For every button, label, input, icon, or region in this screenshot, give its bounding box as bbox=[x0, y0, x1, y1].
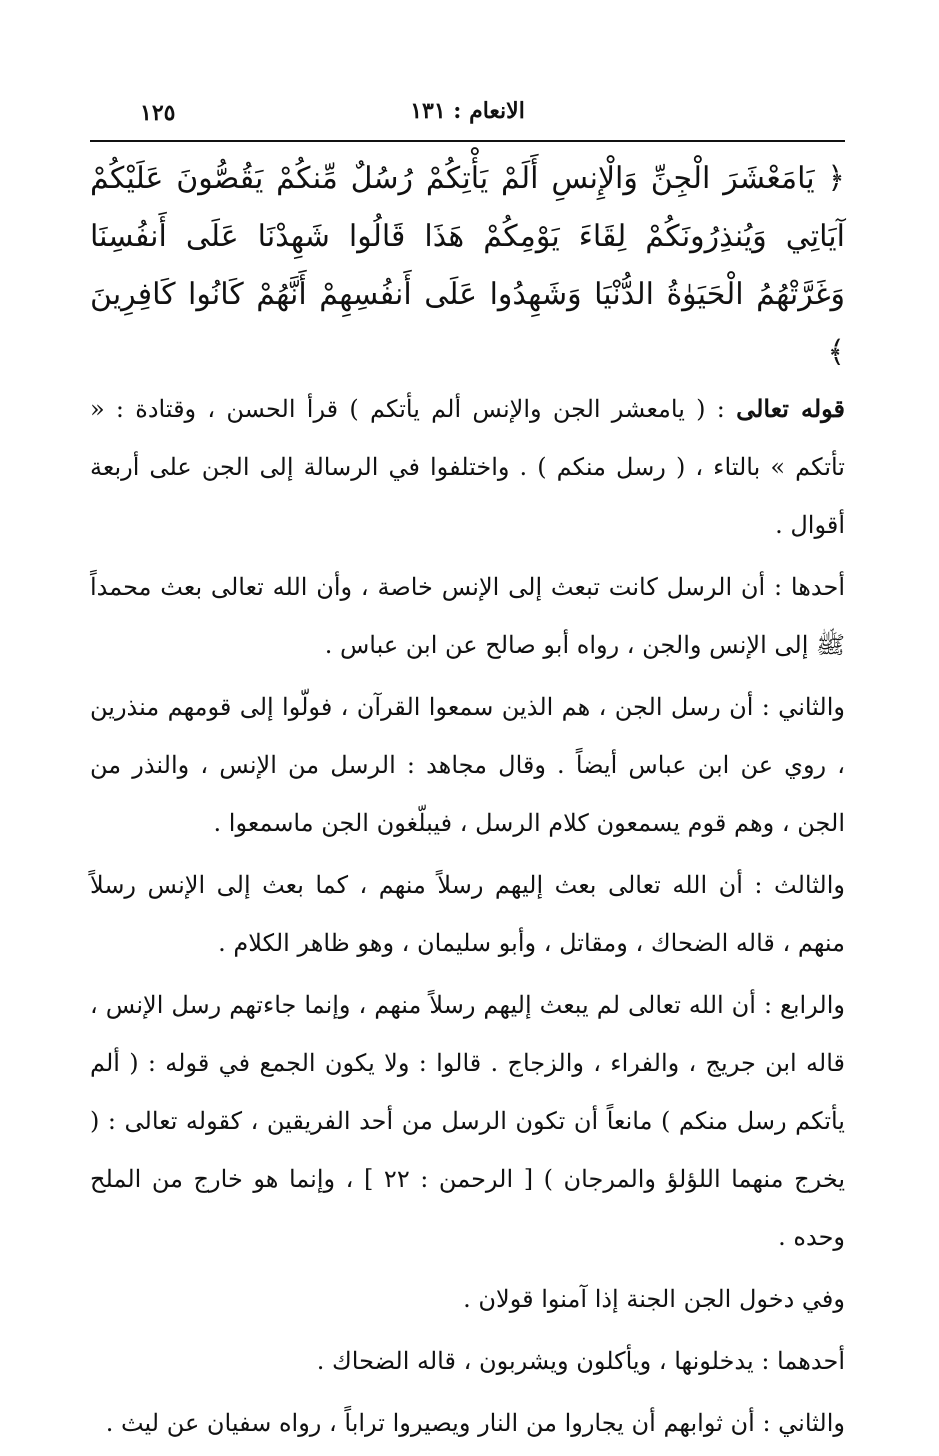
page-number: ١٢٥ bbox=[140, 100, 176, 126]
commentary-lead: قوله تعالى bbox=[736, 394, 846, 423]
paragraph-second-opinion: والثاني : أن رسل الجن ، هم الذين سمعوا القرآن ، فولّوا إلى قومهم منذرين ، روي عن ابن عباس أيضاً . وقال مجاهد : الرسل من الإنس ، والنذر من الجن ، وهم قوم يسمعون كلام الرسل ، فيبلّغون الجن ماسمعوا . bbox=[90, 693, 845, 837]
paragraph-third-opinion: والثالث : أن الله تعالى بعث إليهم رسلاً منهم ، كما بعث إلى الإنس رسلاً منهم ، قاله الضحاك ، ومقاتل ، وأبو سليمان ، وهو ظاهر الكلام . bbox=[90, 871, 846, 957]
page-header bbox=[90, 92, 845, 132]
running-head: الانعام : ١٣١ bbox=[410, 98, 525, 124]
paragraph-first-opinion: أحدها : أن الرسل كانت تبعث إلى الإنس خاصة ، وأن الله تعالى بعث محمداً ﷺ إلى الإنس والجن ، رواه أبو صالح عن ابن عباس . bbox=[90, 573, 845, 659]
header-rule bbox=[90, 140, 845, 142]
paragraph-fourth-opinion: والرابع : أن الله تعالى لم يبعث إليهم رسلاً منهم ، وإنما جاءتهم رسل الإنس ، قاله ابن جريج ، والفراء ، والزجاج . قالوا : ولا يكون الجمع في قوله : ( ألم يأتكم رسل منكم ) مانعاً أن تكون الرسل من أحد الفريقين ، كقوله تعالى : ( يخرج منهما اللؤلؤ والمرجان ) [ الرحمن : ٢٢ ] ، وإنما هو خارج من الملح وحده . bbox=[90, 991, 846, 1251]
commentary-intro bbox=[90, 380, 845, 554]
commentary-intro-text: : ( يامعشر الجن والإنس ألم يأتكم ) قرأ الحسن ، وقتادة : « تأتكم » بالتاء ، ( رسل منكم ) . واختلفوا في الرسالة إلى الجن على أربعة أقوال . bbox=[90, 395, 845, 539]
paragraph-first-view: أحدهما : يدخلونها ، ويأكلون ويشربون ، قاله الضحاك . bbox=[316, 1347, 845, 1375]
commentary-body bbox=[90, 380, 845, 1456]
paragraph-second-view: والثاني : أن ثوابهم أن يجاروا من النار ويصيروا تراباً ، رواه سفيان عن ليث . bbox=[105, 1409, 845, 1437]
paragraph-jinn-paradise: وفي دخول الجن الجنة إذا آمنوا قولان . bbox=[463, 1285, 845, 1313]
quran-verse: ﴿ يَامَعْشَرَ الْجِنِّ وَالْإِنسِ أَلَمْ يَأْتِكُمْ رُسُلٌ مِّنكُمْ يَقُصُّونَ عَلَيْكُمْ آيَاتِي وَيُنذِرُونَكُمْ لِقَاءَ يَوْمِكُمْ هَذَا قَالُوا شَهِدْنَا عَلَى أَنفُسِنَا وَغَرَّتْهُمُ الْحَيَوٰةُ الدُّنْيَا وَشَهِدُوا عَلَى أَنفُسِهِمْ أَنَّهُمْ كَانُوا كَافِرِينَ ﴾ bbox=[90, 161, 845, 370]
